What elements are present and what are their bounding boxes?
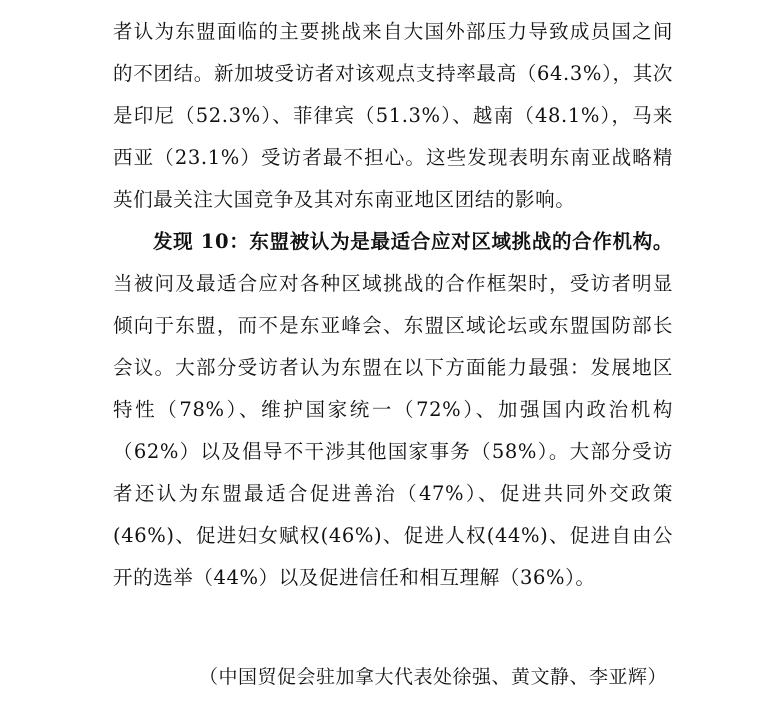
- document-page: [113, 0, 673, 599]
- paragraph-finding-10: [113, 221, 673, 599]
- finding-10-body: 当被问及最适合应对各种区域挑战的合作框架时，受访者明显倾向于东盟，而不是东亚峰会、东盟区域论坛或东盟国防部长会议。大部分受访者认为东盟在以下方面能力最强：发展地区特性（78%）、维护国家统一（72%）、加强国内政治机构（62%）以及倡导不干涉其他国家事务（58%）。大部分受访者还认为东盟最适合促进善治（47%）、促进共同外交政策(46%)、促进妇女赋权(46%)、促进人权(44%)、促进自由公开的选举（44%）以及促进信任和相互理解（36%）。: [113, 272, 673, 589]
- author-credit: （中国贸促会驻加拿大代表处徐强、黄文静、李亚辉）: [198, 666, 667, 688]
- paragraph-1: 者认为东盟面临的主要挑战来自大国外部压力导致成员国之间的不团结。新加坡受访者对该观点支持率最高（64.3%），其次是印尼（52.3%）、菲律宾（51.3%）、越南（48.1%），马来西亚（23.1%）受访者最不担心。这些发现表明东南亚战略精英们最关注大国竞争及其对东南亚地区团结的影响。: [113, 20, 673, 211]
- finding-10-heading: 发现 10：东盟被认为是最适合应对区域挑战的合作机构。: [153, 230, 673, 253]
